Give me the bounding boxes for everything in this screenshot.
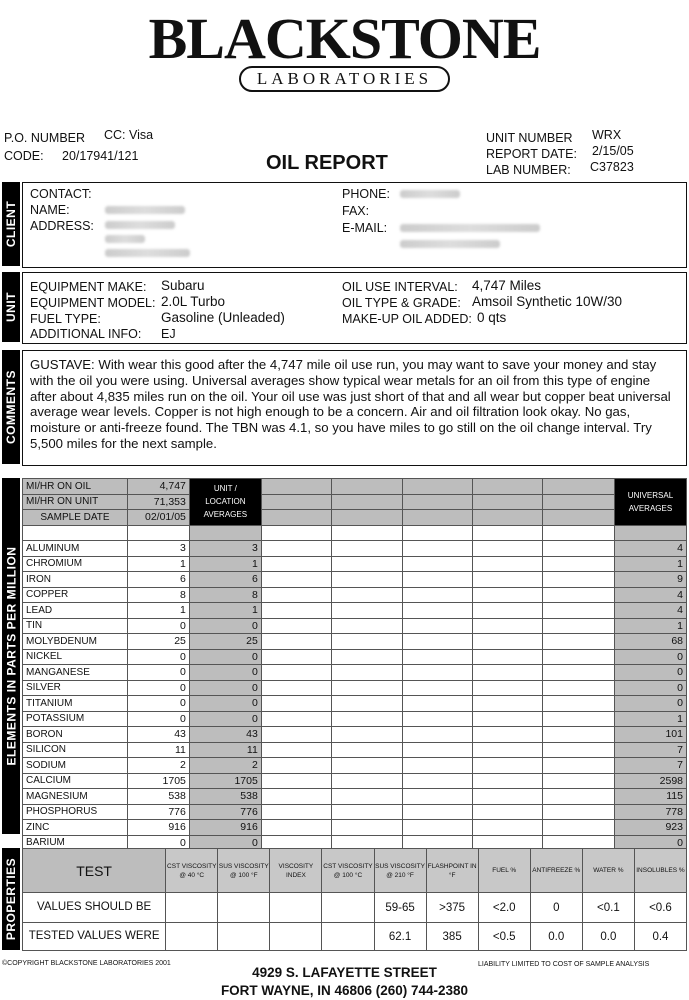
empty-cell — [403, 634, 473, 650]
empty-cell — [331, 789, 403, 805]
lab-number-value: C37823 — [590, 160, 634, 174]
empty-cell — [543, 572, 615, 588]
element-row — [23, 727, 687, 743]
fuel-type-label: FUEL TYPE: — [30, 312, 101, 326]
element-value: 0 — [127, 711, 189, 727]
sample-date-label: SAMPLE DATE — [23, 510, 128, 526]
mi-unit-value: 71,353 — [127, 494, 189, 510]
empty-cell — [403, 711, 473, 727]
mi-oil-label: MI/HR ON OIL — [23, 479, 128, 495]
element-value: 1 — [127, 556, 189, 572]
element-name: COPPER — [23, 587, 128, 603]
element-universal-average: 115 — [614, 789, 686, 805]
empty-cell — [473, 665, 543, 681]
report-date-value: 2/15/05 — [592, 144, 634, 158]
empty-cell — [473, 727, 543, 743]
element-unit-average: 916 — [189, 820, 261, 836]
element-value: 1705 — [127, 773, 189, 789]
element-unit-average: 43 — [189, 727, 261, 743]
sample-date-row — [23, 510, 687, 526]
element-name: MOLYBDENUM — [23, 634, 128, 650]
empty-cell — [543, 680, 615, 696]
empty-cell — [261, 572, 331, 588]
empty-cell — [331, 696, 403, 712]
element-universal-average: 2598 — [614, 773, 686, 789]
empty-cell — [403, 665, 473, 681]
fax-label: FAX: — [342, 204, 370, 218]
empty-cell — [543, 587, 615, 603]
should-be-value: 0 — [530, 893, 582, 923]
empty-cell — [403, 820, 473, 836]
empty-cell — [261, 680, 331, 696]
tested-values-label: TESTED VALUES WERE — [23, 923, 166, 951]
properties-table-wrap — [22, 848, 687, 951]
fuel-type-value: Gasoline (Unleaded) — [161, 310, 285, 325]
contact-label: CONTACT: — [30, 187, 92, 201]
element-name: BARIUM — [23, 835, 128, 851]
element-row — [23, 742, 687, 758]
comments-side-label: COMMENTS — [2, 350, 20, 464]
element-value: 11 — [127, 742, 189, 758]
element-universal-average: 7 — [614, 742, 686, 758]
empty-cell — [261, 820, 331, 836]
empty-cell — [403, 556, 473, 572]
element-universal-average: 0 — [614, 696, 686, 712]
element-unit-average: 776 — [189, 804, 261, 820]
empty-cell — [473, 556, 543, 572]
empty-cell — [261, 789, 331, 805]
element-row — [23, 758, 687, 774]
logo-main-text: BLACKSTONE — [148, 6, 541, 71]
empty-cell — [331, 711, 403, 727]
tested-value: 62.1 — [374, 923, 426, 951]
properties-table — [22, 848, 687, 951]
empty-cell — [403, 603, 473, 619]
empty-cell — [261, 711, 331, 727]
element-value: 776 — [127, 804, 189, 820]
element-name: ALUMINUM — [23, 541, 128, 557]
element-value: 0 — [127, 665, 189, 681]
tested-value — [322, 923, 374, 951]
element-unit-average: 8 — [189, 587, 261, 603]
empty-cell — [473, 711, 543, 727]
element-universal-average: 101 — [614, 727, 686, 743]
element-unit-average: 2 — [189, 758, 261, 774]
liability-text: LIABILITY LIMITED TO COST OF SAMPLE ANALYSIS — [478, 961, 650, 968]
element-unit-average: 0 — [189, 649, 261, 665]
elements-side-label: ELEMENTS IN PARTS PER MILLION — [2, 478, 20, 834]
element-value: 0 — [127, 835, 189, 851]
element-universal-average: 4 — [614, 603, 686, 619]
redacted-name — [105, 206, 185, 214]
element-name: POTASSIUM — [23, 711, 128, 727]
element-row — [23, 587, 687, 603]
property-header: WATER % — [582, 849, 634, 893]
tested-value: 0.0 — [530, 923, 582, 951]
company-logo — [0, 8, 689, 92]
test-header: TEST — [23, 849, 166, 893]
empty-cell — [403, 572, 473, 588]
empty-cell — [331, 541, 403, 557]
element-name: BORON — [23, 727, 128, 743]
element-universal-average: 1 — [614, 618, 686, 634]
lab-number-label: LAB NUMBER: — [486, 163, 571, 177]
element-universal-average: 0 — [614, 835, 686, 851]
element-unit-average: 0 — [189, 665, 261, 681]
empty-cell — [543, 742, 615, 758]
element-row — [23, 789, 687, 805]
element-universal-average: 0 — [614, 665, 686, 681]
makeup-oil-label: MAKE-UP OIL ADDED: — [342, 312, 472, 326]
empty-cell — [543, 711, 615, 727]
element-unit-average: 1 — [189, 556, 261, 572]
element-name: IRON — [23, 572, 128, 588]
empty-cell — [403, 541, 473, 557]
element-universal-average: 4 — [614, 587, 686, 603]
element-row — [23, 541, 687, 557]
element-universal-average: 7 — [614, 758, 686, 774]
property-header: SUS VISCOSITY @ 210 °F — [374, 849, 426, 893]
mi-oil-value: 4,747 — [127, 479, 189, 495]
element-name: CALCIUM — [23, 773, 128, 789]
element-universal-average: 68 — [614, 634, 686, 650]
empty-cell — [473, 680, 543, 696]
unit-number-label: UNIT NUMBER — [486, 131, 573, 145]
redacted-address-3 — [105, 249, 190, 257]
empty-cell — [261, 541, 331, 557]
report-date-label: REPORT DATE: — [486, 147, 577, 161]
address-label: ADDRESS: — [30, 219, 94, 233]
element-name: SILVER — [23, 680, 128, 696]
element-name: TIN — [23, 618, 128, 634]
redacted-address-2 — [105, 235, 145, 243]
element-value: 6 — [127, 572, 189, 588]
empty-cell — [261, 618, 331, 634]
redacted-email — [400, 224, 540, 232]
spacer-row — [23, 525, 687, 541]
empty-cell — [543, 665, 615, 681]
empty-cell — [473, 758, 543, 774]
empty-cell — [331, 804, 403, 820]
elements-table — [22, 478, 687, 851]
empty-cell — [543, 541, 615, 557]
empty-cell — [473, 789, 543, 805]
element-unit-average: 0 — [189, 835, 261, 851]
code-label: CODE: — [4, 149, 44, 163]
empty-cell — [331, 758, 403, 774]
should-be-label: VALUES SHOULD BE — [23, 893, 166, 923]
element-row — [23, 820, 687, 836]
empty-cell — [261, 603, 331, 619]
element-name: SILICON — [23, 742, 128, 758]
property-header: FLASHPOINT IN °F — [426, 849, 478, 893]
email-label: E-MAIL: — [342, 221, 388, 235]
phone-label: PHONE: — [342, 187, 390, 201]
element-value: 916 — [127, 820, 189, 836]
element-unit-average: 1 — [189, 603, 261, 619]
empty-cell — [261, 556, 331, 572]
equipment-make-value: Subaru — [161, 278, 205, 293]
element-name: PHOSPHORUS — [23, 804, 128, 820]
empty-cell — [403, 680, 473, 696]
empty-cell — [331, 618, 403, 634]
element-name: LEAD — [23, 603, 128, 619]
empty-cell — [403, 727, 473, 743]
empty-cell — [261, 665, 331, 681]
should-be-value: <0.1 — [582, 893, 634, 923]
redacted-email-2 — [400, 240, 500, 248]
empty-cell — [473, 634, 543, 650]
should-be-value: >375 — [426, 893, 478, 923]
oil-use-interval-label: OIL USE INTERVAL: — [342, 280, 458, 294]
mi-oil-row — [23, 479, 687, 495]
tested-value — [218, 923, 270, 951]
universal-averages-header: UNIVERSAL AVERAGES — [614, 479, 686, 526]
element-value: 0 — [127, 649, 189, 665]
footer-street: 4929 S. LAFAYETTE STREET — [252, 965, 437, 980]
element-unit-average: 0 — [189, 618, 261, 634]
oil-type-value: Amsoil Synthetic 10W/30 — [472, 294, 623, 309]
unit-side-label: UNIT — [2, 272, 20, 342]
empty-cell — [473, 603, 543, 619]
element-name: SODIUM — [23, 758, 128, 774]
empty-cell — [331, 572, 403, 588]
element-unit-average: 25 — [189, 634, 261, 650]
tested-value: 0.4 — [634, 923, 686, 951]
element-value: 3 — [127, 541, 189, 557]
empty-cell — [403, 758, 473, 774]
empty-cell — [261, 804, 331, 820]
element-row — [23, 618, 687, 634]
element-row — [23, 556, 687, 572]
element-name: MANGANESE — [23, 665, 128, 681]
sample-date-value: 02/01/05 — [127, 510, 189, 526]
empty-cell — [403, 742, 473, 758]
should-be-value: <2.0 — [478, 893, 530, 923]
empty-cell — [331, 727, 403, 743]
empty-cell — [261, 773, 331, 789]
empty-cell — [331, 820, 403, 836]
client-side-label: CLIENT — [2, 182, 20, 266]
element-universal-average: 9 — [614, 572, 686, 588]
element-name: NICKEL — [23, 649, 128, 665]
footer-city: FORT WAYNE, IN 46806 (260) 744-2380 — [220, 983, 469, 998]
element-row — [23, 665, 687, 681]
empty-cell — [543, 773, 615, 789]
element-name: MAGNESIUM — [23, 789, 128, 805]
element-universal-average: 0 — [614, 680, 686, 696]
element-value: 538 — [127, 789, 189, 805]
empty-cell — [261, 742, 331, 758]
property-header: CST VISCOSITY @ 100 °C — [322, 849, 374, 893]
equipment-model-value: 2.0L Turbo — [161, 294, 226, 309]
element-universal-average: 778 — [614, 804, 686, 820]
empty-cell — [261, 634, 331, 650]
empty-cell — [473, 541, 543, 557]
report-title: OIL REPORT — [266, 152, 388, 174]
element-value: 43 — [127, 727, 189, 743]
tested-value — [270, 923, 322, 951]
oil-use-interval-value: 4,747 Miles — [472, 278, 542, 293]
additional-info-label: ADDITIONAL INFO: — [30, 327, 142, 341]
properties-side-label: PROPERTIES — [2, 848, 20, 950]
property-header: INSOLUBLES % — [634, 849, 686, 893]
element-unit-average: 0 — [189, 680, 261, 696]
element-row — [23, 649, 687, 665]
logo-sub-frame — [239, 66, 450, 92]
empty-cell — [543, 820, 615, 836]
empty-cell — [261, 587, 331, 603]
unit-averages-header: UNIT / LOCATION AVERAGES — [189, 479, 261, 526]
element-row — [23, 603, 687, 619]
cc-label: CC: Visa — [104, 128, 154, 142]
empty-cell — [543, 649, 615, 665]
element-name: CHROMIUM — [23, 556, 128, 572]
element-unit-average: 3 — [189, 541, 261, 557]
additional-info-value: EJ — [161, 327, 176, 341]
mi-unit-label: MI/HR ON UNIT — [23, 494, 128, 510]
element-value: 8 — [127, 587, 189, 603]
element-row — [23, 773, 687, 789]
should-be-value — [218, 893, 270, 923]
equipment-model-label: EQUIPMENT MODEL: — [30, 296, 156, 310]
element-unit-average: 1705 — [189, 773, 261, 789]
element-row — [23, 696, 687, 712]
empty-cell — [331, 649, 403, 665]
empty-cell — [543, 804, 615, 820]
comments-text: GUSTAVE: With wear this good after the 4,747 mile oil use run, you may want to save your money and stay with the oil you were using. Universal averages show typical wear metals for an oil from this type of engine after about 4,835 miles run on the oil. Your oil use was just short of that and all wear but copper beat universal average wear levels. Copper is not high enough to be a concern. Air and oil filtration look okay. No gas, moisture or anti-freeze found. The TBN was 4.1, so you have miles to go still on the oil change interval. Try 5,500 miles for the next sample. — [30, 357, 671, 451]
empty-cell — [473, 742, 543, 758]
tested-value: 0.0 — [582, 923, 634, 951]
empty-cell — [543, 789, 615, 805]
should-be-value: <0.6 — [634, 893, 686, 923]
oil-type-label: OIL TYPE & GRADE: — [342, 296, 461, 310]
empty-cell — [473, 696, 543, 712]
empty-cell — [331, 680, 403, 696]
empty-cell — [473, 804, 543, 820]
tested-value: 385 — [426, 923, 478, 951]
property-header: FUEL % — [478, 849, 530, 893]
tested-value: <0.5 — [478, 923, 530, 951]
element-universal-average: 4 — [614, 541, 686, 557]
empty-cell — [403, 789, 473, 805]
should-be-value — [270, 893, 322, 923]
element-value: 0 — [127, 680, 189, 696]
equipment-make-label: EQUIPMENT MAKE: — [30, 280, 147, 294]
empty-cell — [331, 587, 403, 603]
element-value: 0 — [127, 696, 189, 712]
empty-cell — [403, 587, 473, 603]
element-value: 2 — [127, 758, 189, 774]
empty-cell — [403, 696, 473, 712]
element-universal-average: 1 — [614, 711, 686, 727]
element-row — [23, 711, 687, 727]
unit-number-value: WRX — [592, 128, 622, 142]
empty-cell — [473, 572, 543, 588]
element-value: 0 — [127, 618, 189, 634]
mi-unit-row — [23, 494, 687, 510]
makeup-oil-value: 0 qts — [477, 310, 507, 325]
element-value: 25 — [127, 634, 189, 650]
empty-cell — [331, 773, 403, 789]
should-be-value — [322, 893, 374, 923]
element-value: 1 — [127, 603, 189, 619]
element-unit-average: 0 — [189, 696, 261, 712]
element-name: ZINC — [23, 820, 128, 836]
empty-cell — [331, 634, 403, 650]
elements-table-wrap — [22, 478, 687, 851]
element-row — [23, 804, 687, 820]
empty-cell — [331, 603, 403, 619]
element-row — [23, 572, 687, 588]
empty-cell — [261, 696, 331, 712]
element-unit-average: 11 — [189, 742, 261, 758]
element-row — [23, 634, 687, 650]
empty-cell — [473, 618, 543, 634]
empty-cell — [543, 634, 615, 650]
tested-value — [166, 923, 218, 951]
empty-cell — [261, 758, 331, 774]
property-header: ANTIFREEZE % — [530, 849, 582, 893]
empty-cell — [331, 742, 403, 758]
element-unit-average: 538 — [189, 789, 261, 805]
should-be-value — [166, 893, 218, 923]
element-row — [23, 680, 687, 696]
empty-cell — [331, 556, 403, 572]
copyright-text: ©COPYRIGHT BLACKSTONE LABORATORIES 2001 — [2, 960, 171, 967]
empty-cell — [403, 773, 473, 789]
empty-cell — [473, 773, 543, 789]
po-number-label: P.O. NUMBER — [4, 131, 86, 145]
empty-cell — [403, 804, 473, 820]
code-value: 20/17941/121 — [62, 149, 139, 163]
element-unit-average: 0 — [189, 711, 261, 727]
empty-cell — [543, 556, 615, 572]
element-unit-average: 6 — [189, 572, 261, 588]
empty-cell — [261, 727, 331, 743]
empty-cell — [473, 820, 543, 836]
empty-cell — [543, 696, 615, 712]
property-header: SUS VISCOSITY @ 100 °F — [218, 849, 270, 893]
redacted-phone — [400, 190, 460, 198]
empty-cell — [543, 603, 615, 619]
redacted-address-1 — [105, 221, 175, 229]
empty-cell — [543, 618, 615, 634]
property-header: CST VISCOSITY @ 40 °C — [166, 849, 218, 893]
empty-cell — [473, 649, 543, 665]
empty-cell — [543, 758, 615, 774]
should-be-value: 59-65 — [374, 893, 426, 923]
logo-sub-text: LABORATORIES — [256, 69, 433, 88]
empty-cell — [403, 618, 473, 634]
empty-cell — [403, 649, 473, 665]
element-universal-average: 1 — [614, 556, 686, 572]
element-universal-average: 923 — [614, 820, 686, 836]
empty-cell — [543, 727, 615, 743]
empty-cell — [473, 587, 543, 603]
element-universal-average: 0 — [614, 649, 686, 665]
empty-cell — [331, 665, 403, 681]
element-name: TITANIUM — [23, 696, 128, 712]
empty-cell — [261, 649, 331, 665]
property-header: VISCOSITY INDEX — [270, 849, 322, 893]
name-label: NAME: — [30, 203, 70, 217]
